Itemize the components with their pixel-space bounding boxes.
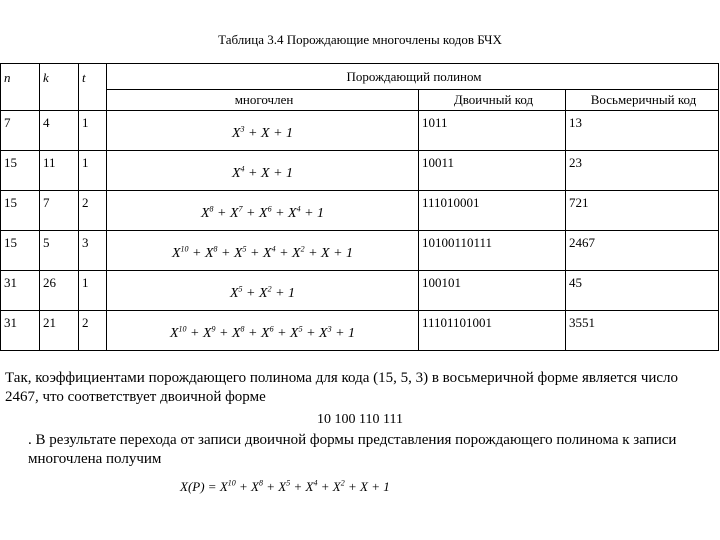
term-base: X [229,205,239,221]
plus-sign: + [235,479,252,494]
bch-table [0,63,719,351]
term-exponent: 10 [227,478,236,488]
cell-t: 1 [79,111,107,151]
cell-poly [107,271,419,311]
term-base: X [231,325,241,341]
term-base: X [288,205,297,221]
table-row [1,151,719,191]
cell-n: 31 [1,311,40,351]
term-base: X [332,479,341,494]
plus-sign: + [215,325,232,341]
plus-sign: + [271,205,289,221]
term-exponent: 8 [209,203,214,213]
term-exponent: 10 [180,243,189,253]
term-base: X [200,205,210,221]
term-exponent: 2 [267,283,272,293]
term-exponent: 8 [240,323,245,333]
cell-k: 7 [40,191,79,231]
cell-oct: 3551 [566,311,719,351]
header-bin: Двоичный код [419,90,566,111]
header-t: t [79,64,107,111]
term-base: X [359,479,368,494]
cell-k: 26 [40,271,79,311]
table-row [1,191,719,231]
cell-oct: 45 [566,271,719,311]
plus-sign: + [300,205,318,221]
cell-k: 5 [40,231,79,271]
cell-oct: 23 [566,151,719,191]
term-exponent: 4 [240,163,245,173]
cell-k: 21 [40,311,79,351]
term-base: X [261,125,270,141]
plus-sign: + [302,325,320,341]
plus-sign: + [317,479,333,494]
cell-oct: 721 [566,191,719,231]
cell-bin: 111010001 [419,191,566,231]
cell-bin: 11101101001 [419,311,566,351]
table-title: Таблица 3.4 Порождающие многочлены кодов БЧХ [218,32,502,47]
table-row [1,231,719,271]
term-exponent: 5 [238,283,243,293]
plus-sign: + [273,325,291,341]
term-base: X [259,205,268,221]
term-base: X [233,245,243,261]
term-base: X [169,325,179,341]
cell-oct: 13 [566,111,719,151]
term-base: X [261,325,270,341]
term-exponent: 2 [300,243,305,253]
term-base: 1 [383,479,390,494]
cell-t: 3 [79,231,107,271]
term-base: X [321,245,330,261]
term-exponent: 5 [298,323,303,333]
term-exponent: 7 [238,203,243,213]
term-exponent: 8 [213,243,218,253]
formula-lhs: X(P) = [180,479,220,494]
plus-sign: + [367,479,384,494]
plus-sign: + [244,165,261,181]
plus-sign: + [242,205,259,221]
term-exponent: 5 [242,243,247,253]
cell-t: 2 [79,311,107,351]
header-group: Порождающий полином [107,64,719,90]
term-exponent: 2 [340,478,345,488]
cell-oct: 2467 [566,231,719,271]
term-exponent: 6 [269,323,274,333]
plus-sign: + [242,285,259,301]
cell-t: 2 [79,191,107,231]
term-base: X [263,245,272,261]
plus-sign: + [246,245,263,261]
plus-sign: + [269,165,287,181]
term-base: X [319,325,328,341]
plus-sign: + [244,325,261,341]
term-base: 1 [286,165,294,181]
table-row [1,111,719,151]
term-base: X [278,479,287,494]
term-exponent: 3 [327,323,332,333]
term-base: X [292,245,301,261]
cell-poly [107,311,419,351]
cell-poly [107,231,419,271]
cell-poly [107,151,419,191]
cell-k: 4 [40,111,79,151]
term-exponent: 9 [211,323,216,333]
term-exponent: 6 [267,203,272,213]
cell-bin: 100101 [419,271,566,311]
cell-n: 15 [1,151,40,191]
term-exponent: 4 [271,243,276,253]
plus-sign: + [329,245,347,261]
term-base: X [229,285,239,301]
plus-sign: + [269,125,287,141]
plus-sign: + [304,245,322,261]
plus-sign: + [344,479,360,494]
plus-sign: + [217,245,234,261]
header-n: n [1,64,40,111]
plus-sign: + [186,325,203,341]
header-poly: многочлен [107,90,419,111]
term-base: 1 [346,245,354,261]
term-base: X [231,125,241,141]
term-base: X [259,285,268,301]
term-base: X [204,245,214,261]
paragraph-1: Так, коэффициентами порождающего полинома для кода (15, 5, 3) в восьмеричной форме является число 2467, что соответствует двоичной форме [5,370,679,405]
term-base: X [231,165,241,181]
binary-groups: 10 100 110 111 [317,412,403,427]
term-exponent: 3 [240,123,245,133]
header-oct: Восьмеричный код [566,90,719,111]
plus-sign: + [244,125,261,141]
cell-n: 31 [1,271,40,311]
cell-t: 1 [79,271,107,311]
cell-bin: 1011 [419,111,566,151]
cell-n: 15 [1,231,40,271]
term-base: X [261,165,270,181]
term-base: 1 [288,285,296,301]
term-exponent: 8 [259,478,263,488]
plus-sign: + [263,479,279,494]
plus-sign: + [188,245,205,261]
paragraph-2: . В результате перехода от записи двоичной формы представления порождающего полинома к записи многочлена получим [28,432,677,467]
cell-poly [107,191,419,231]
term-base: X [219,479,228,494]
formula-rhs [220,479,390,494]
term-base: X [202,325,212,341]
plus-sign: + [331,325,349,341]
term-exponent: 4 [313,478,318,488]
cell-n: 7 [1,111,40,151]
term-base: 1 [286,125,294,141]
term-exponent: 10 [178,323,187,333]
term-exponent: 5 [286,478,291,488]
formula [180,477,720,497]
term-base: X [171,245,181,261]
header-k: k [40,64,79,111]
cell-bin: 10011 [419,151,566,191]
plus-sign: + [275,245,293,261]
plus-sign: + [213,205,230,221]
term-exponent: 4 [296,203,301,213]
cell-bin: 10100110111 [419,231,566,271]
cell-poly [107,111,419,151]
term-base: X [251,479,259,494]
cell-n: 15 [1,191,40,231]
term-base: X [305,479,314,494]
term-base: X [290,325,299,341]
table-row [1,271,719,311]
term-base: 1 [348,325,356,341]
table-row [1,311,719,351]
cell-k: 11 [40,151,79,191]
term-base: 1 [317,205,325,221]
cell-t: 1 [79,151,107,191]
plus-sign: + [271,285,289,301]
plus-sign: + [290,479,306,494]
